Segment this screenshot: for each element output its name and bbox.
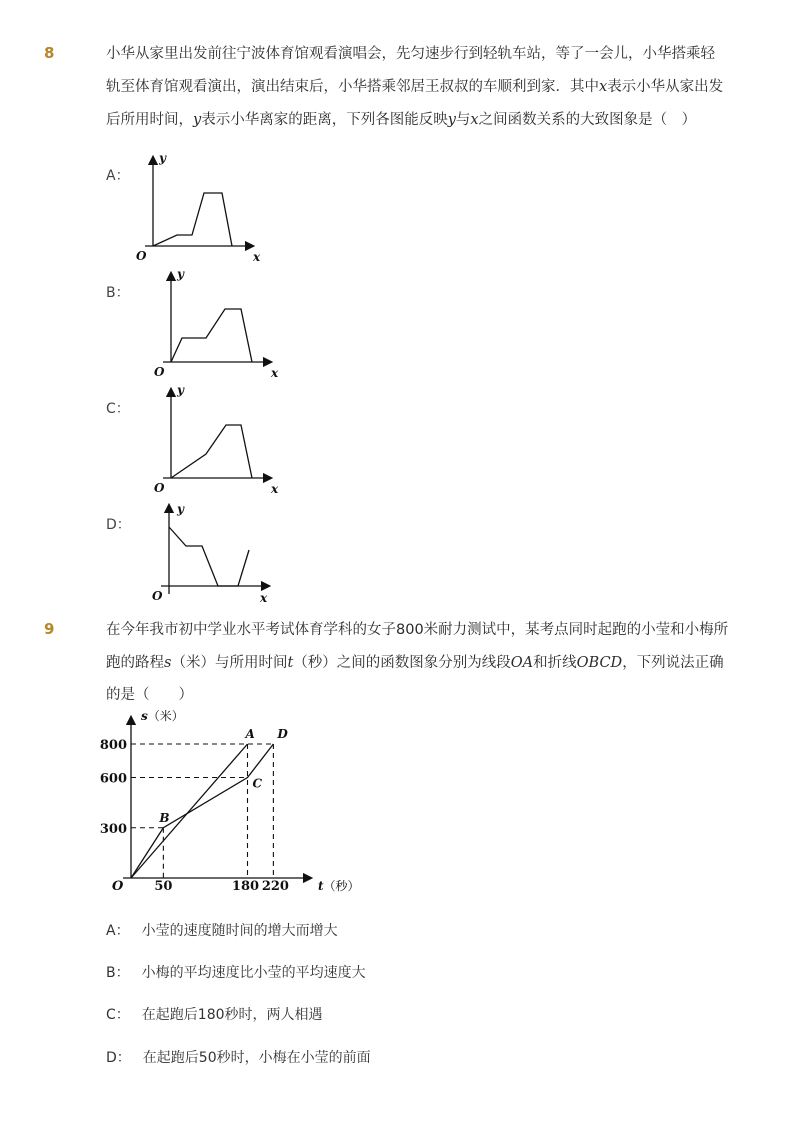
- origin-label: O: [152, 589, 163, 603]
- y-axis-label: y: [177, 502, 184, 516]
- x-axis-label: x: [253, 250, 261, 264]
- y-tick-300: 300: [99, 821, 127, 837]
- q9-answer-a[interactable]: A： 小莹的速度随时间的增大而增大: [106, 923, 338, 939]
- series-line-0: [131, 744, 247, 878]
- y-axis-label: y: [177, 383, 184, 397]
- y-tick-800: 800: [99, 738, 127, 753]
- question-number-8: 8: [44, 44, 55, 62]
- q9-answer-b[interactable]: B： 小梅的平均速度比小莹的平均速度大: [106, 965, 366, 981]
- chart-y-var: s: [141, 709, 148, 723]
- y-axis-label: y: [177, 267, 184, 281]
- x-axis-label: x: [271, 482, 279, 496]
- q8-text-line-2: 轨至体育馆观看演出，演出结束后，小华搭乘邻居王叔叔的车顺利到家．其中x表示小华从家出发: [106, 79, 724, 95]
- q9-answer-c[interactable]: C： 在起跑后180秒时，两人相遇: [106, 1007, 323, 1023]
- chart-y-axis-title: [141, 708, 184, 723]
- q8-option-d-label[interactable]: D：: [106, 517, 131, 533]
- q8-text-line-3: 后所用时间，y表示小华离家的距离，下列各图能反映y与x之间函数关系的大致图象是（ ）: [106, 112, 697, 128]
- point-label-d: D: [277, 727, 288, 741]
- x-axis-label: x: [271, 366, 279, 380]
- y-tick-600: 600: [99, 771, 127, 787]
- point-label-b: B: [159, 810, 170, 825]
- q8-option-b-label[interactable]: B：: [106, 285, 130, 301]
- q9-answer-d[interactable]: D： 在起跑后50秒时，小梅在小莹的前面: [106, 1050, 371, 1066]
- q9-text-line-1: 在今年我市初中学业水平考试体育学科的女子800米耐力测试中，某考点同时起跑的小莹和小梅所: [106, 622, 729, 638]
- origin-label: O: [136, 249, 147, 263]
- origin-label: O: [154, 365, 165, 379]
- chart-x-axis-title: [318, 878, 360, 893]
- x-tick-50: 50: [154, 879, 173, 894]
- y-axis-label: y: [159, 151, 166, 165]
- q8-text-line-1: 小华从家里出发前往宁波体育馆观看演唱会，先匀速步行到轻轨车站，等了一会儿，小华搭乘轻: [106, 46, 715, 62]
- question-number-9: 9: [44, 620, 55, 638]
- q8-option-c-label[interactable]: C：: [106, 401, 130, 417]
- origin-label: O: [154, 481, 165, 495]
- series-line-1: [131, 744, 273, 878]
- chart-origin-label: O: [112, 879, 124, 894]
- chart-x-unit: （秒）: [323, 879, 360, 893]
- chart-y-unit: （米）: [147, 709, 184, 723]
- point-label-c: C: [252, 776, 263, 791]
- q8-option-a-label[interactable]: A：: [106, 168, 130, 184]
- x-tick-220: 220: [261, 879, 289, 894]
- q9-text-line-3: 的是（ ）: [106, 687, 193, 703]
- q9-text-line-2: 跑的路程s（米）与所用时间t（秒）之间的函数图象分别为线段OA和折线OBCD，下列说法正确: [106, 655, 724, 671]
- chart-x-var: t: [318, 879, 324, 893]
- point-label-a: A: [245, 727, 255, 741]
- x-tick-180: 180: [231, 879, 260, 894]
- x-axis-label: x: [260, 591, 268, 605]
